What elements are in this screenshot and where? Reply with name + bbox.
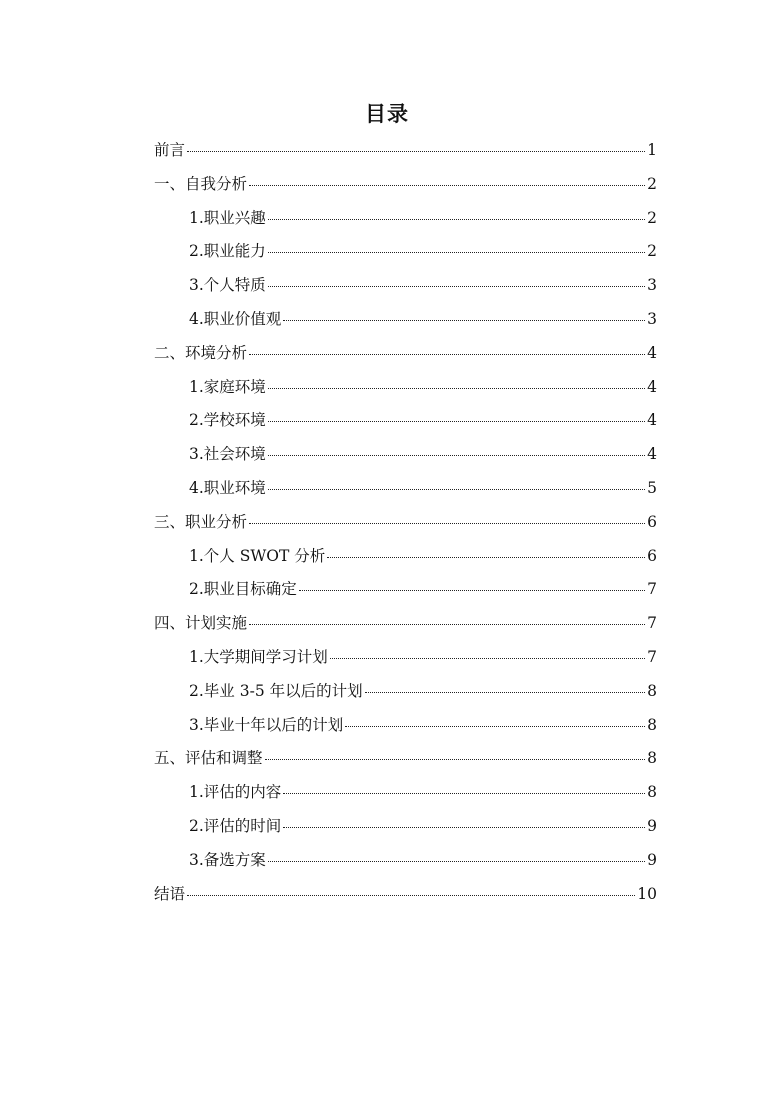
toc-entry-page: 3: [647, 276, 657, 295]
toc-entry[interactable]: [154, 509, 657, 543]
toc-entry-label: 二、环境分析: [154, 343, 248, 362]
dot-leader: [365, 692, 646, 693]
toc-entry-page: 7: [647, 580, 657, 599]
toc-entry-page: 2: [647, 242, 657, 261]
toc-entry-label: 4.职业环境: [189, 478, 266, 497]
dot-leader: [187, 151, 645, 152]
toc-entry-page: 7: [647, 614, 657, 633]
toc-subentry[interactable]: [154, 712, 657, 746]
toc-entry-page: 7: [647, 647, 657, 666]
toc-subentry[interactable]: [154, 441, 657, 475]
toc-entry-label: 1.家庭环境: [189, 377, 266, 396]
toc-subentry[interactable]: [154, 306, 657, 340]
toc-subentry[interactable]: [154, 678, 657, 712]
toc-entry-page: 2: [647, 174, 657, 193]
dot-leader: [268, 455, 645, 456]
toc-entry-label: 1.大学期间学习计划: [189, 647, 328, 666]
toc-entry-label: 2.职业目标确定: [189, 580, 297, 599]
dot-leader: [345, 726, 645, 727]
toc-subentry[interactable]: [154, 779, 657, 813]
toc-entry-label: 结语: [154, 884, 186, 903]
dot-leader: [283, 793, 645, 794]
toc-subentry[interactable]: [154, 813, 657, 847]
toc-subentry[interactable]: [154, 847, 657, 881]
toc-subentry[interactable]: [154, 475, 657, 509]
toc-subentry[interactable]: [154, 374, 657, 408]
toc-entry-page: 8: [647, 783, 657, 802]
toc-entry-page: 5: [647, 478, 657, 497]
toc-entry-label: 3.毕业十年以后的计划: [189, 715, 344, 734]
toc-subentry[interactable]: [154, 272, 657, 306]
toc-entry-label: 2.评估的时间: [189, 816, 282, 835]
dot-leader: [249, 624, 645, 625]
toc-entry-page: 9: [647, 850, 657, 869]
toc-title: 目录: [365, 101, 409, 126]
toc-subentry[interactable]: [154, 576, 657, 610]
dot-leader: [268, 421, 645, 422]
toc-entry-page: 4: [647, 411, 657, 430]
dot-leader: [268, 252, 645, 253]
dot-leader: [268, 489, 645, 490]
toc-entry-page: 8: [647, 681, 657, 700]
toc-entry-label: 3.备选方案: [189, 850, 266, 869]
toc-entry-label: 五、评估和调整: [154, 749, 263, 768]
toc-entry-label: 2.毕业 3-5 年以后的计划: [189, 681, 363, 700]
toc-entry-page: 6: [647, 546, 657, 565]
toc-entry[interactable]: [154, 745, 657, 779]
dot-leader: [283, 827, 645, 828]
toc-subentry[interactable]: [154, 407, 657, 441]
toc-subentry[interactable]: [154, 238, 657, 272]
toc-entry-page: 10: [637, 884, 657, 903]
dot-leader: [330, 658, 645, 659]
dot-leader: [268, 286, 645, 287]
toc-entry-page: 8: [647, 749, 657, 768]
toc-entry-label: 四、计划实施: [154, 614, 248, 633]
toc-entry-label: 前言: [154, 141, 186, 159]
dot-leader: [283, 320, 645, 321]
toc-list: [154, 137, 657, 914]
toc-entry-page: 2: [647, 208, 657, 227]
dot-leader: [327, 557, 645, 558]
toc-entry[interactable]: [154, 171, 657, 205]
toc-entry-label: 3.个人特质: [189, 276, 266, 295]
toc-entry-label: 1.个人 SWOT 分析: [189, 546, 326, 565]
toc-entry[interactable]: [154, 340, 657, 374]
toc-entry-label: 一、自我分析: [154, 174, 248, 193]
toc-entry[interactable]: [154, 881, 657, 915]
toc-subentry[interactable]: [154, 644, 657, 678]
toc-entry-page: 4: [647, 343, 657, 362]
toc-entry-label: 1.职业兴趣: [189, 208, 266, 227]
dot-leader: [187, 895, 635, 896]
dot-leader: [249, 354, 645, 355]
toc-entry-label: 3.社会环境: [189, 445, 266, 464]
toc-entry[interactable]: [154, 137, 657, 171]
toc-entry-page: 1: [647, 141, 657, 159]
toc-entry-page: 4: [647, 377, 657, 396]
toc-entry-page: 9: [647, 816, 657, 835]
toc-entry-page: 4: [647, 445, 657, 464]
dot-leader: [299, 590, 645, 591]
toc-subentry[interactable]: [154, 543, 657, 577]
dot-leader: [249, 523, 645, 524]
dot-leader: [268, 861, 645, 862]
toc-subentry[interactable]: [154, 205, 657, 239]
toc-entry-label: 1.评估的内容: [189, 783, 282, 802]
toc-entry[interactable]: [154, 610, 657, 644]
dot-leader: [265, 759, 646, 760]
toc-entry-page: 3: [647, 309, 657, 328]
dot-leader: [268, 219, 645, 220]
toc-entry-page: 8: [647, 715, 657, 734]
dot-leader: [268, 388, 645, 389]
toc-entry-label: 2.学校环境: [189, 411, 266, 430]
dot-leader: [249, 185, 645, 186]
toc-entry-page: 6: [647, 512, 657, 531]
toc-entry-label: 4.职业价值观: [189, 309, 282, 328]
toc-entry-label: 三、职业分析: [154, 512, 248, 531]
toc-entry-label: 2.职业能力: [189, 242, 266, 261]
